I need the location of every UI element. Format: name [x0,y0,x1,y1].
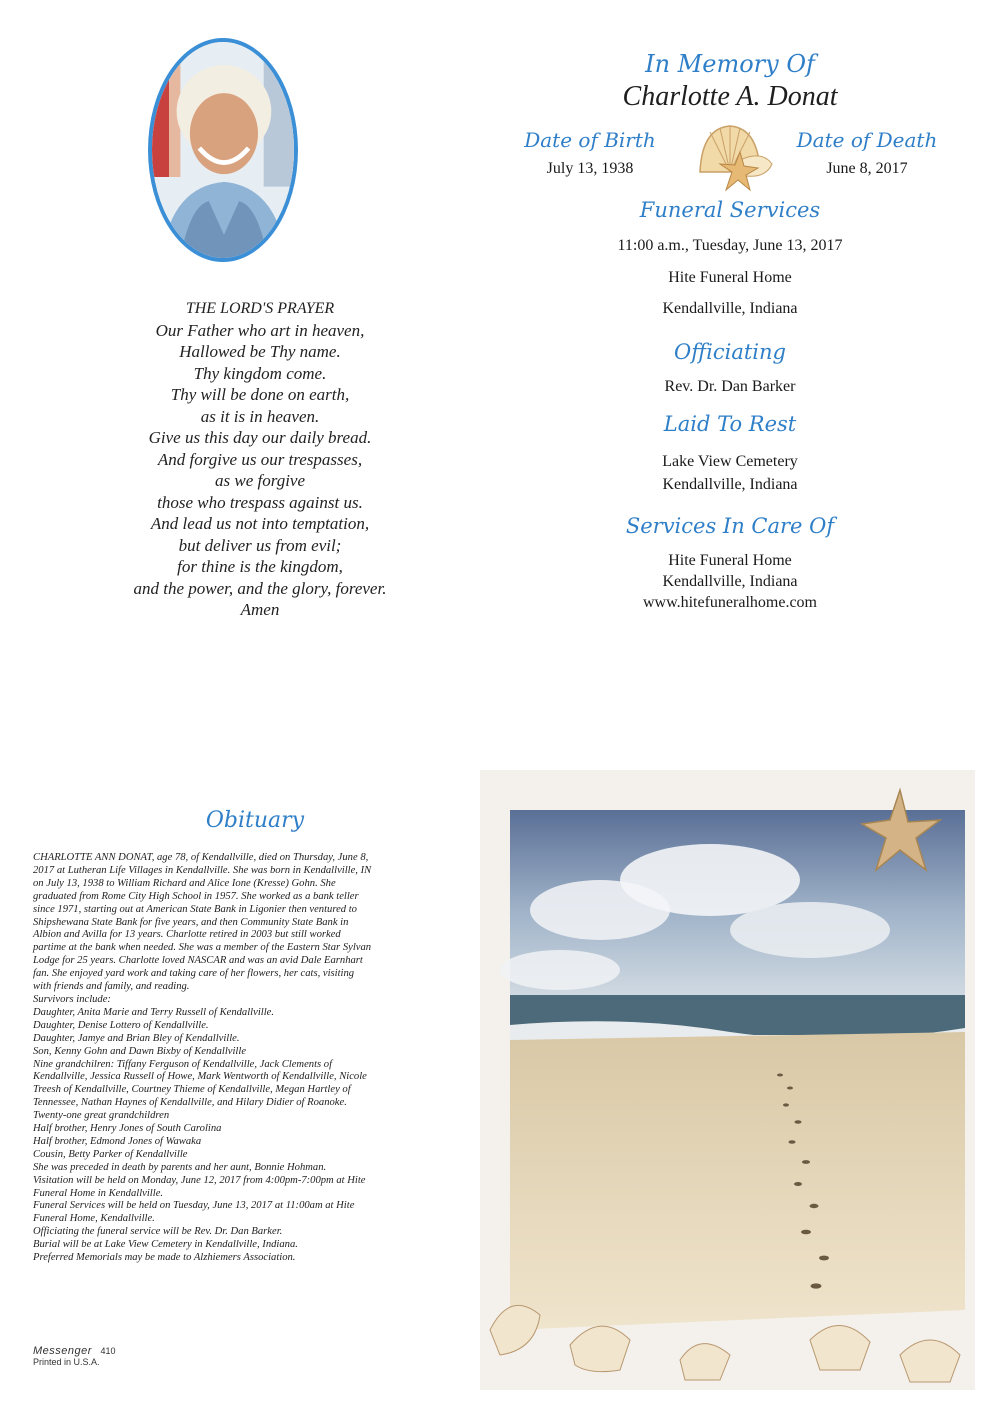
obituary-line: Tennessee, Nathan Haynes of Kendallville, and Hilary Didier of Roanoke. [33,1097,347,1109]
prayer-line: Thy will be done on earth, [170,385,350,404]
obituary-line: Albion and Avilla for 13 years. Charlotte retired in 2003 but still worked [33,929,341,941]
prayer-line: And forgive us our trespasses, [157,449,363,469]
dates-block [520,124,940,194]
funeral-city: Kendallville, Indiana [662,300,798,317]
printed-in: Printed in U.S.A. [33,1357,100,1367]
obituary-line: Preferred Memorials may be made to Alzhiemers Association. [33,1252,296,1264]
obituary-line: Visitation will be held on Monday, June 12, 2017 from 4:00pm-7:00pm at Hite [33,1174,366,1186]
laid-to-rest-heading: Laid To Rest [663,412,797,436]
funeral-place: Hite Funeral Home [668,269,792,286]
obituary-line: Cousin, Betty Parker of Kendallville [33,1148,188,1160]
publisher-logo: Messenger [33,1345,92,1357]
funeral-time: 11:00 a.m., Tuesday, June 13, 2017 [617,237,843,254]
deceased-name: Charlotte A. Donat [622,81,838,112]
publisher-code: 410 [100,1346,116,1356]
memorial-header [530,50,930,114]
prayer-line: Amen [240,600,280,619]
obituary-line: Shipshewana State Bank for five years, and then Community State Bank in [33,916,349,928]
funeral-services-heading: Funeral Services [639,198,821,222]
obituary-line: 2017 at Lutheran Life Villages in Kendallville. She was born in Kendallville, IN [33,864,372,876]
obituary-line: Half brother, Henry Jones of South Carolina [33,1123,222,1135]
death-label: Date of Death [796,128,938,152]
care-url[interactable]: www.hitefuneralhome.com [642,594,817,611]
obituary-line: Officiating the funeral service will be Rev. Dr. Dan Barker. [33,1226,283,1238]
prayer-line: as it is in heaven. [200,406,320,426]
care-of-heading: Services In Care Of [625,514,835,538]
seashell-starfish-icon [680,120,780,194]
portrait-photo [148,38,298,262]
prayer-line: and the power, and the glory, forever. [133,578,387,598]
cemetery-name: Lake View Cemetery [662,453,798,470]
beach-starfish-photo [480,770,975,1390]
obituary-line: Funeral Services will be held on Tuesday, June 13, 2017 at 11:00am at Hite [33,1200,355,1212]
prayer-line: for thine is the kingdom, [177,557,343,576]
obituary-line: Survivors include: [33,993,111,1005]
prayer-title: THE LORD'S PRAYER [185,300,335,317]
obituary-line: She was preceded in death by parents and her aunt, Bonnie Hohman. [33,1161,327,1173]
lords-prayer [60,298,460,621]
obituary-line: Kendallville, Jessica Russell of Howe, Mark Wentworth of Kendallville, Nicole [33,1071,367,1083]
death-date: June 8, 2017 [826,160,908,177]
prayer-line: Give us this day our daily bread. [148,428,372,447]
prayer-line: Our Father who art in heaven, [155,320,365,340]
prayer-line: Thy kingdom come. [193,363,327,383]
obituary-line: Half brother, Edmond Jones of Wawaka [33,1135,202,1147]
officiant-name: Rev. Dr. Dan Barker [664,378,796,395]
obituary-line: Daughter, Denise Lottero of Kendallville. [33,1019,209,1031]
prayer-line: but deliver us from evil; [178,535,342,555]
obituary-line: Son, Kenny Gohn and Dawn Bixby of Kendallville [33,1045,247,1057]
obituary-line: CHARLOTTE ANN DONAT, age 78, of Kendallville, died on Thursday, June 8, [33,852,369,863]
prayer-line: those who trespass against us. [157,492,363,512]
officiating-heading: Officiating [674,340,786,364]
obituary-line: Nine grandchilren: Tiffany Ferguson of Kendallville, Jack Clements of [33,1058,333,1070]
obituary-line: since 1971, starting out at American State Bank in Ligonier then ventured to [33,903,357,915]
care-city: Kendallville, Indiana [662,573,798,590]
obituary-line: graduated from Rome City High School in 1957. She worked as a bank teller [33,890,359,902]
prayer-line: Hallowed be Thy name. [179,342,341,361]
obituary-line: Treesh of Kendallville, Courtney Thieme of Kendallville, Megan Hartley of [33,1084,351,1096]
publisher-mark [33,1345,115,1367]
obituary-line: fan. She enjoyed yard work and taking care of her flowers, her cats, visiting [33,968,355,980]
obituary-line: with friends and family, and reading. [33,981,190,993]
obituary-line: Daughter, Anita Marie and Terry Russell of Kendallville. [33,1006,274,1018]
obituary-line: Burial will be at Lake View Cemetery in Kendallville, Indiana. [33,1239,298,1251]
obituary-line: Funeral Home, Kendallville. [33,1213,155,1225]
birth-date: July 13, 1938 [546,160,634,177]
obituary-line: Twenty-one great grandchildren [33,1110,170,1122]
obituary-line: partime at the bank when needed. She was a member of the Eastern Star Sylvan [33,942,372,954]
obituary-heading: Obituary [205,808,305,833]
in-memory-heading: In Memory Of [645,50,815,78]
cemetery-city: Kendallville, Indiana [662,476,798,493]
birth-label: Date of Birth [524,128,656,152]
prayer-line: as we forgive [214,471,306,490]
care-home: Hite Funeral Home [668,552,792,569]
prayer-line: And lead us not into temptation, [150,514,370,533]
obituary-line: Daughter, Jamye and Brian Bley of Kendallville. [33,1032,240,1044]
obituary-line: Lodge for 25 years. Charlotte loved NASCAR and was an avid Dale Earnhart [33,955,363,967]
obituary-text [33,852,473,1265]
obituary-line: on July 13, 1938 to William Richard and Alice Ione (Kresse) Gohn. She [33,877,336,889]
obituary-line: Funeral Home in Kendallville. [33,1187,164,1199]
